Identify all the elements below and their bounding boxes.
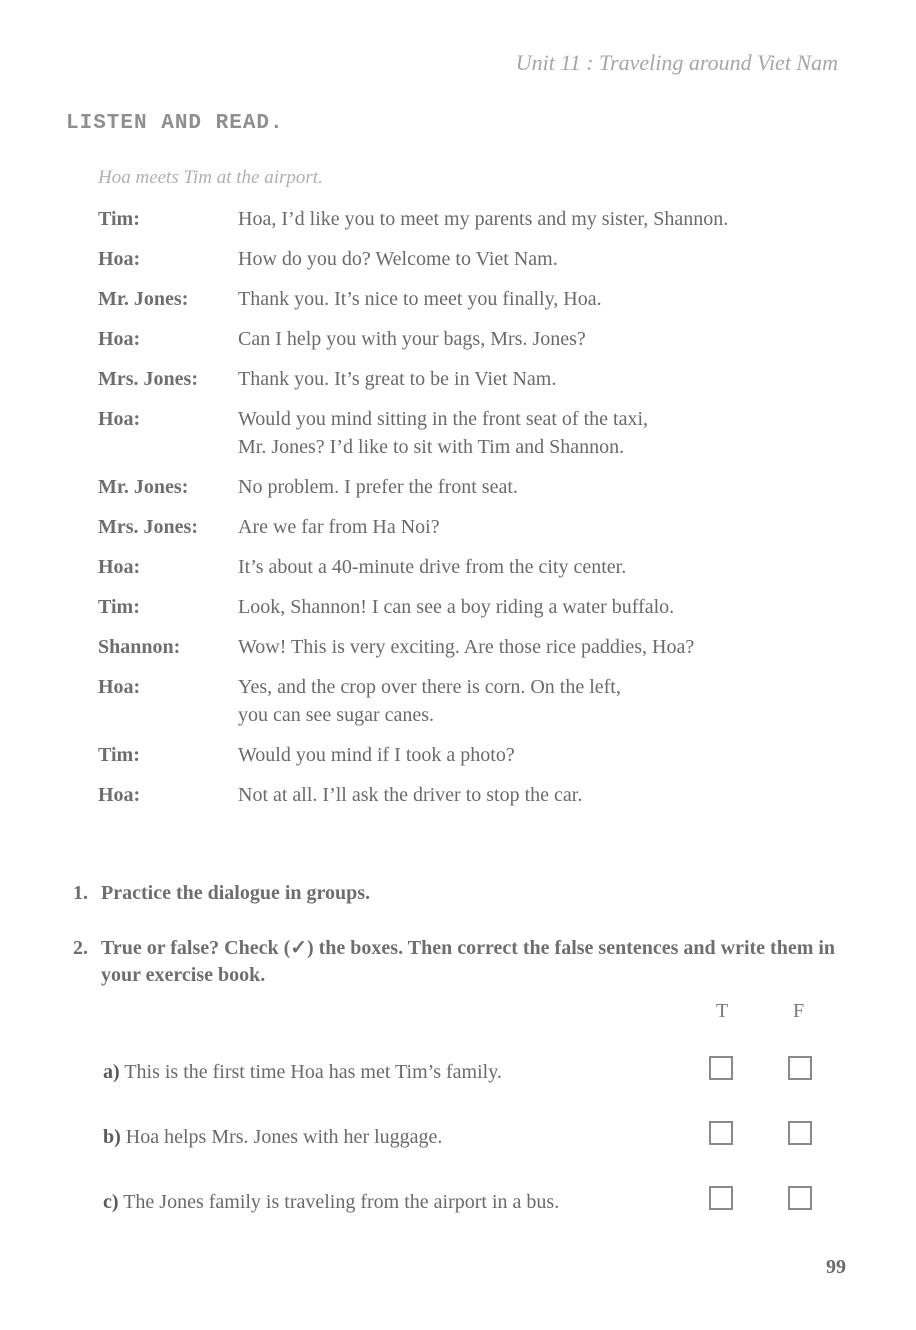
- speaker: Hoa:: [98, 676, 141, 698]
- utterance: Yes, and the crop over there is corn. On the left, you can see sugar canes.: [238, 676, 621, 726]
- statement-letter: b): [103, 1126, 121, 1148]
- dialogue-line: [98, 285, 858, 313]
- utterance: How do you do? Welcome to Viet Nam.: [238, 248, 558, 270]
- utterance: Not at all. I’ll ask the driver to stop the car.: [238, 784, 583, 806]
- true-column-header: T: [716, 1000, 729, 1022]
- utterance: Look, Shannon! I can see a boy riding a water buffalo.: [238, 596, 675, 618]
- utterance: Thank you. It’s nice to meet you finally, Hoa.: [238, 288, 602, 310]
- utterance: Would you mind sitting in the front seat of the taxi, Mr. Jones? I’d like to sit with Tim and Shannon.: [238, 408, 648, 458]
- utterance: Wow! This is very exciting. Are those rice paddies, Hoa?: [238, 636, 695, 658]
- dialogue-line: [98, 513, 858, 541]
- speaker: Mrs. Jones:: [98, 368, 198, 390]
- utterance: Can I help you with your bags, Mrs. Jones?: [238, 328, 586, 350]
- dialogue-intro: Hoa meets Tim at the airport.: [98, 167, 323, 188]
- task-number: 2.: [73, 937, 88, 959]
- dialogue-line: [98, 365, 858, 393]
- speaker: Hoa:: [98, 328, 141, 350]
- true-checkbox-c[interactable]: [709, 1186, 733, 1210]
- exercise-tasks: [73, 880, 853, 989]
- statement-c: [103, 1191, 559, 1214]
- task-number: 1.: [73, 882, 88, 904]
- utterance: It’s about a 40-minute drive from the city center.: [238, 556, 627, 578]
- dialogue-line: [98, 405, 858, 461]
- dialogue-line: [98, 633, 858, 661]
- speaker: Tim:: [98, 596, 140, 618]
- statement-letter: c): [103, 1191, 119, 1213]
- speaker: Tim:: [98, 744, 140, 766]
- dialogue-line: [98, 553, 858, 581]
- speaker: Hoa:: [98, 784, 141, 806]
- speaker: Mrs. Jones:: [98, 516, 198, 538]
- task-instruction: True or false? Check (✓) the boxes. Then correct the false sentences and write them in your exercise book.: [101, 937, 836, 986]
- dialogue: [98, 205, 858, 809]
- statement-text: The Jones family is traveling from the airport in a bus.: [123, 1191, 560, 1213]
- dialogue-line: [98, 245, 858, 273]
- utterance: Are we far from Ha Noi?: [238, 516, 440, 538]
- task-2: [73, 935, 853, 989]
- dialogue-line: [98, 325, 858, 353]
- speaker: Hoa:: [98, 248, 141, 270]
- dialogue-line: [98, 593, 858, 621]
- utterance: Thank you. It’s great to be in Viet Nam.: [238, 368, 557, 390]
- running-header: Unit 11 : Traveling around Viet Nam: [515, 50, 838, 75]
- speaker: Tim:: [98, 208, 140, 230]
- dialogue-line: [98, 673, 858, 729]
- speaker: Mr. Jones:: [98, 288, 189, 310]
- task-1: [73, 880, 853, 907]
- utterance: No problem. I prefer the front seat.: [238, 476, 518, 498]
- utterance: Would you mind if I took a photo?: [238, 744, 515, 766]
- task-instruction: Practice the dialogue in groups.: [101, 882, 371, 904]
- statement-text: This is the first time Hoa has met Tim’s family.: [124, 1061, 502, 1083]
- utterance: Hoa, I’d like you to meet my parents and my sister, Shannon.: [238, 208, 729, 230]
- statement-b: [103, 1126, 442, 1149]
- dialogue-line: [98, 741, 858, 769]
- dialogue-line: [98, 473, 858, 501]
- speaker: Shannon:: [98, 636, 181, 658]
- true-checkbox-a[interactable]: [709, 1056, 733, 1080]
- false-checkbox-c[interactable]: [788, 1186, 812, 1210]
- statement-letter: a): [103, 1061, 120, 1083]
- speaker: Hoa:: [98, 556, 141, 578]
- section-title: LISTEN AND READ.: [66, 112, 284, 135]
- statement-text: Hoa helps Mrs. Jones with her luggage.: [125, 1126, 443, 1148]
- speaker: Hoa:: [98, 408, 141, 430]
- dialogue-line: [98, 781, 858, 809]
- false-checkbox-b[interactable]: [788, 1121, 812, 1145]
- false-column-header: F: [793, 1000, 805, 1022]
- false-checkbox-a[interactable]: [788, 1056, 812, 1080]
- statement-a: [103, 1061, 502, 1084]
- page-number: 99: [826, 1256, 846, 1278]
- dialogue-line: [98, 205, 858, 233]
- true-checkbox-b[interactable]: [709, 1121, 733, 1145]
- speaker: Mr. Jones:: [98, 476, 189, 498]
